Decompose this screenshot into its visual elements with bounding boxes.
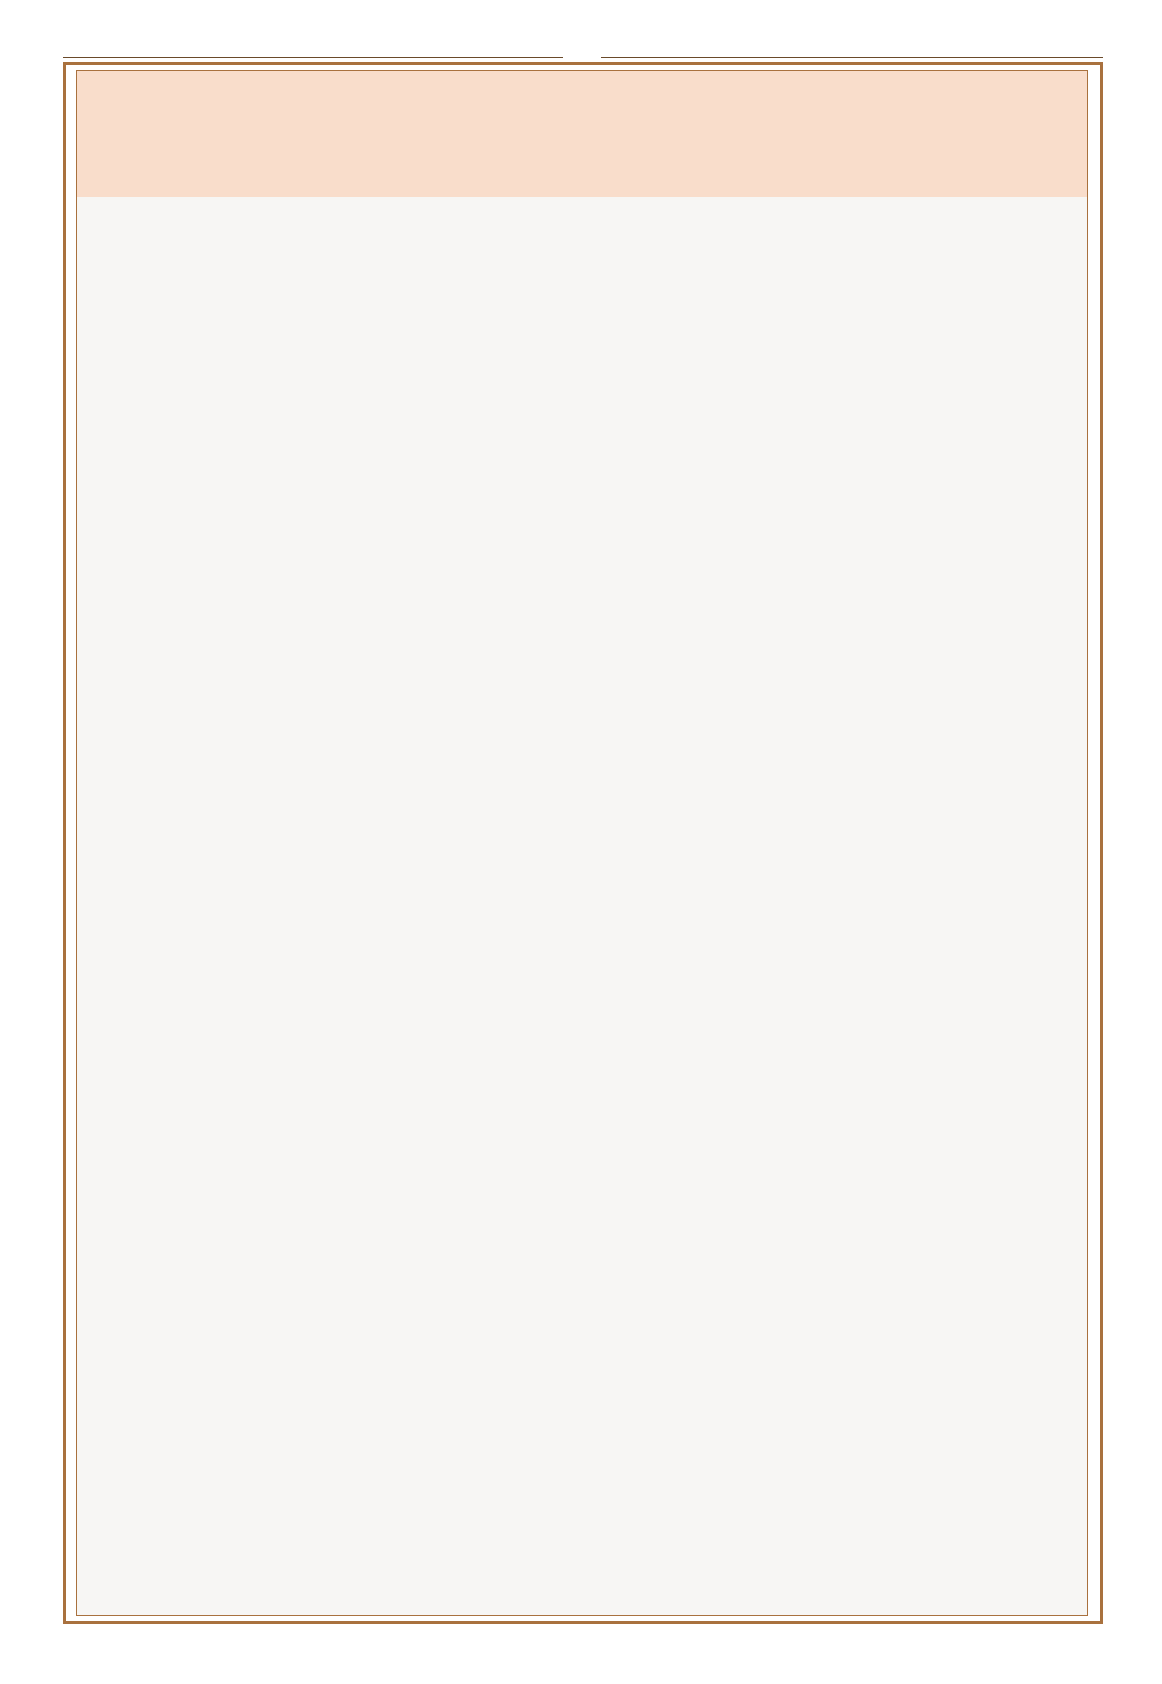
text-lines (77, 71, 1087, 1615)
tajweed-legend (63, 1636, 1103, 1666)
quran-text-area (76, 70, 1088, 1616)
manzil-side-label (1102, 760, 1142, 880)
juz-side-label (22, 70, 66, 370)
